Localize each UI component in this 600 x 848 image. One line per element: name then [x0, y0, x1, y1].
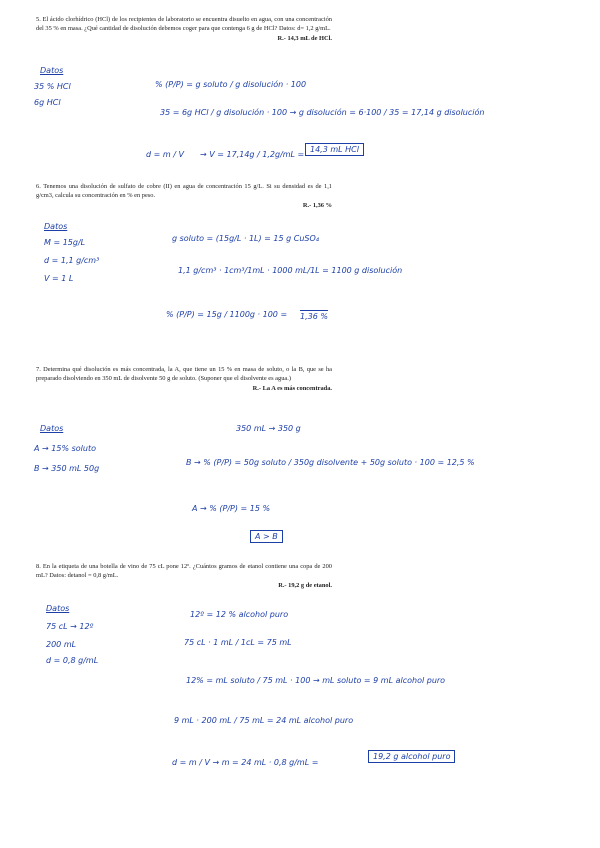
- p8-line5: d = m / V → m = 24 mL · 0,8 g/mL =: [172, 758, 319, 767]
- p7-conversion: 350 mL → 350 g: [236, 424, 301, 433]
- problem-8: [36, 563, 332, 590]
- p8-datos-3: d = 0,8 g/mL: [46, 656, 99, 665]
- p6-datos-1: M = 15g/L: [44, 238, 86, 247]
- problem-7-statement: 7. Determina qué disolución es más concentrada, la A, que tiene un 15 % en masa de soluto, o la B, que se ha preparado disolviendo en 350 mL de disolvente 50 g de soluto. (Suponer que el disolvente es agua.): [36, 366, 332, 382]
- p5-boxed-result: 14,3 mL HCl: [305, 143, 364, 156]
- p5-density-calc: → V = 17,14g / 1,2g/mL =: [200, 150, 305, 159]
- p8-datos-2: 200 mL: [46, 640, 77, 649]
- problem-5: [36, 16, 332, 43]
- p5-formula: % (P/P) = g soluto / g disolución · 100: [155, 80, 307, 89]
- p8-line1: 12º = 12 % alcohol puro: [190, 610, 289, 619]
- p7-boxed-result: A > B: [250, 530, 283, 543]
- p7-datos-label: Datos: [40, 424, 64, 433]
- p7-datos-1: A → 15% soluto: [34, 444, 96, 453]
- p6-datos-2: d = 1,1 g/cm³: [44, 256, 100, 265]
- problem-7-answer: R.- La A es más concentrada.: [252, 384, 332, 392]
- p5-datos-2: 6g HCl: [34, 98, 61, 107]
- p6-result: 1,36 %: [300, 312, 328, 321]
- p8-datos-label: Datos: [46, 604, 70, 613]
- problem-8-answer: R.- 19,2 g de etanol.: [278, 581, 332, 589]
- p5-density-formula: d = m / V: [146, 150, 184, 159]
- p6-line2: 1,1 g/cm³ · 1cm³/1mL · 1000 mL/1L = 1100 g disolución: [178, 266, 403, 275]
- p8-datos-1: 75 cL → 12º: [46, 622, 94, 631]
- p5-datos-1: 35 % HCl: [34, 82, 71, 91]
- problem-6-answer: R.- 1,36 %: [302, 201, 332, 209]
- p6-datos-3: V = 1 L: [44, 274, 74, 283]
- p5-substitution: 35 = 6g HCl / g disolución · 100 → g disolución = 6·100 / 35 = 17,14 g disolución: [160, 108, 485, 117]
- problem-7: [36, 366, 332, 393]
- p8-line4: 9 mL · 200 mL / 75 mL = 24 mL alcohol puro: [174, 716, 354, 725]
- problem-6-statement: 6. Tenemos una disolución de sulfato de cobre (II) en agua de concentración 15 g/L. Si su densidad es de 1,1 g/cm3, calcula su concentración en % en peso.: [36, 183, 332, 199]
- problem-5-answer: R.- 14,3 mL de HCl.: [277, 34, 332, 42]
- p6-datos-label: Datos: [44, 222, 68, 231]
- problem-5-statement: 5. El ácido clorhídrico (HCl) de los recipientes de laboratorio se encuentra disuelto en agua, con una concentración del 35 % en masa. ¿Qué cantidad de disolución debemos coger para que contenga 6 g de HCl? Datos: d= 1,2 g/mL.: [36, 16, 332, 32]
- problem-6: [36, 183, 332, 210]
- p7-a-line: A → % (P/P) = 15 %: [192, 504, 271, 513]
- p8-line2: 75 cL · 1 mL / 1cL = 75 mL: [184, 638, 292, 647]
- p7-b-line: B → % (P/P) = 50g soluto / 350g disolvente + 50g soluto · 100 = 12,5 %: [186, 458, 475, 467]
- p6-line1: g soluto = (15g/L · 1L) = 15 g CuSO₄: [172, 234, 319, 243]
- p6-line3: % (P/P) = 15g / 1100g · 100 =: [166, 310, 288, 319]
- p8-line3: 12% = mL soluto / 75 mL · 100 → mL soluto = 9 mL alcohol puro: [186, 676, 446, 685]
- p7-datos-2: B → 350 mL 50g: [34, 464, 100, 473]
- problem-8-statement: 8. En la etiqueta de una botella de vino de 75 cL pone 12º. ¿Cuántos gramos de etanol contiene una copa de 200 mL? Datos: detanol = 0,8 g/mL.: [36, 563, 332, 579]
- p5-datos-label: Datos: [40, 66, 64, 75]
- p8-boxed-result: 19,2 g alcohol puro: [368, 750, 455, 763]
